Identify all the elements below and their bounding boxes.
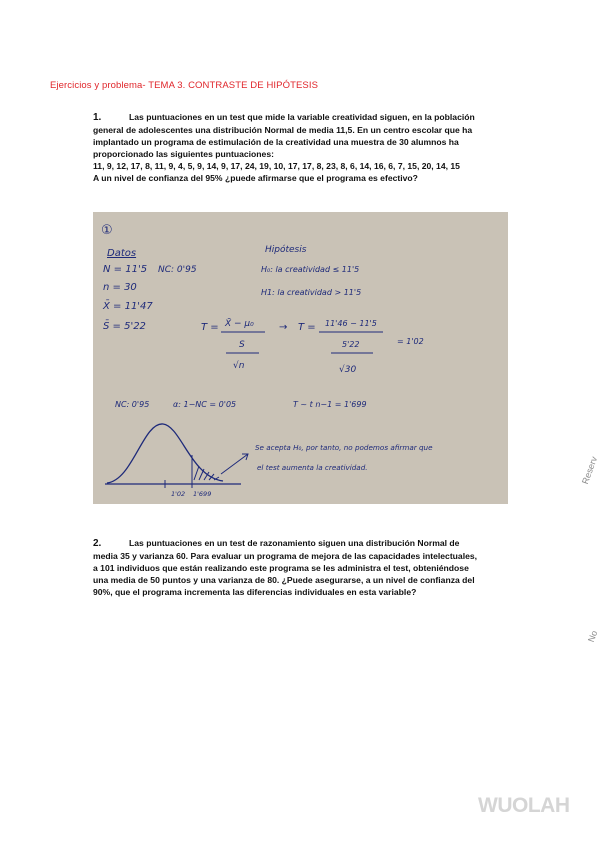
hw-formula2-den: 5'22 bbox=[342, 340, 360, 349]
question-1-line: A un nivel de confianza del 95% ¿puede afirmarse que el programa es efectivo? bbox=[93, 173, 418, 183]
hw-normal-curve bbox=[107, 424, 223, 483]
hw-nc: NC: 0'95 bbox=[158, 265, 197, 275]
question-2-line: media 35 y varianza 60. Para evaluar un programa de mejora de las capacidades intelectuales, bbox=[93, 551, 478, 561]
hw-t-crit: T ~ t n−1 = 1'699 bbox=[293, 400, 367, 409]
hw-arrow: → bbox=[279, 322, 288, 333]
hw-formula2-lhs: T = bbox=[298, 322, 316, 333]
question-2-number: 2. bbox=[93, 538, 102, 549]
hw-h1: H1: la creatividad > 11'5 bbox=[261, 288, 362, 297]
question-2-line: una media de 50 puntos y una varianza de 80. ¿Puede asegurarse, a un nivel de confianza del bbox=[93, 575, 475, 585]
question-1-line: general de adolescentes una distribución Normal de media 11,5. En un centro escolar que ha bbox=[93, 125, 473, 135]
hw-formula2-num: 11'46 − 11'5 bbox=[325, 319, 377, 328]
hw-conclusion: Se acepta H₀, por tanto, no podemos afirmar que bbox=[255, 443, 433, 452]
hw-axis-label: 1'02 bbox=[171, 490, 186, 498]
hw-formula-lhs: T = bbox=[201, 322, 219, 333]
page-header-title: Ejercicios y problema- TEMA 3. CONTRASTE DE HIPÓTESIS bbox=[50, 80, 319, 91]
hw-datos-title: Datos bbox=[107, 248, 137, 259]
question-1-number: 1. bbox=[93, 112, 102, 123]
question-2-line: 90%, que el programa incrementa las diferencias individuales en esta variable? bbox=[93, 587, 417, 597]
hw-datos-item: N = 11'5 bbox=[103, 264, 148, 275]
question-1-scores: 11, 9, 12, 17, 8, 11, 9, 4, 5, 9, 14, 9, 17, 24, 19, 10, 17, 17, 8, 23, 8, 6, 14, 16, 6, 7, 15, 20, 14, 15 bbox=[93, 161, 460, 171]
side-watermark-text: No bbox=[586, 629, 600, 644]
hw-nc2: NC: 0'95 bbox=[115, 400, 150, 409]
hw-formula2-result: = 1'02 bbox=[397, 337, 424, 346]
hw-formula-num: X̄ − μ₀ bbox=[225, 319, 254, 329]
hw-formula-root: √n bbox=[233, 361, 245, 371]
hw-conclusion: el test aumenta la creatividad. bbox=[257, 463, 368, 472]
hw-h0: H₀: la creatividad ≤ 11'5 bbox=[261, 265, 360, 274]
question-1-line: implantado un programa de estimulación de la creatividad una muestra de 30 alumnos ha bbox=[93, 137, 459, 147]
hw-formula-den: S bbox=[239, 340, 245, 350]
hw-pointer-arrow bbox=[221, 454, 248, 474]
hw-formula2-root: √30 bbox=[339, 365, 357, 375]
hw-datos-item: n = 30 bbox=[103, 282, 137, 293]
question-1 bbox=[93, 111, 513, 184]
hw-rejection-hatch bbox=[194, 466, 219, 480]
side-watermark-text: Reserv bbox=[580, 455, 600, 486]
question-2-line: Las puntuaciones en un test de razonamiento siguen una distribución Normal de bbox=[129, 538, 460, 548]
hw-axis-label: 1'699 bbox=[193, 490, 212, 498]
hw-datos-item: X̄ = 11'47 bbox=[103, 301, 153, 312]
question-1-line: Las puntuaciones en un test que mide la variable creatividad siguen, en la población bbox=[129, 112, 475, 122]
hw-hipotesis-title: Hipótesis bbox=[265, 245, 307, 255]
hw-alpha: α: 1−NC = 0'05 bbox=[173, 400, 237, 409]
wuolah-logo: WUOLAH bbox=[478, 794, 570, 817]
handwritten-solution-photo bbox=[93, 212, 508, 504]
handwritten-solution-drawing bbox=[93, 212, 508, 504]
question-2-line: a 101 individuos que están realizando este programa se les administra el test, obteniéndose bbox=[93, 563, 469, 573]
hw-number: ① bbox=[101, 223, 113, 238]
question-2 bbox=[93, 537, 513, 598]
hw-datos-item: S̄ = 5'22 bbox=[103, 321, 146, 332]
question-1-line: proporcionado las siguientes puntuaciones: bbox=[93, 149, 274, 159]
